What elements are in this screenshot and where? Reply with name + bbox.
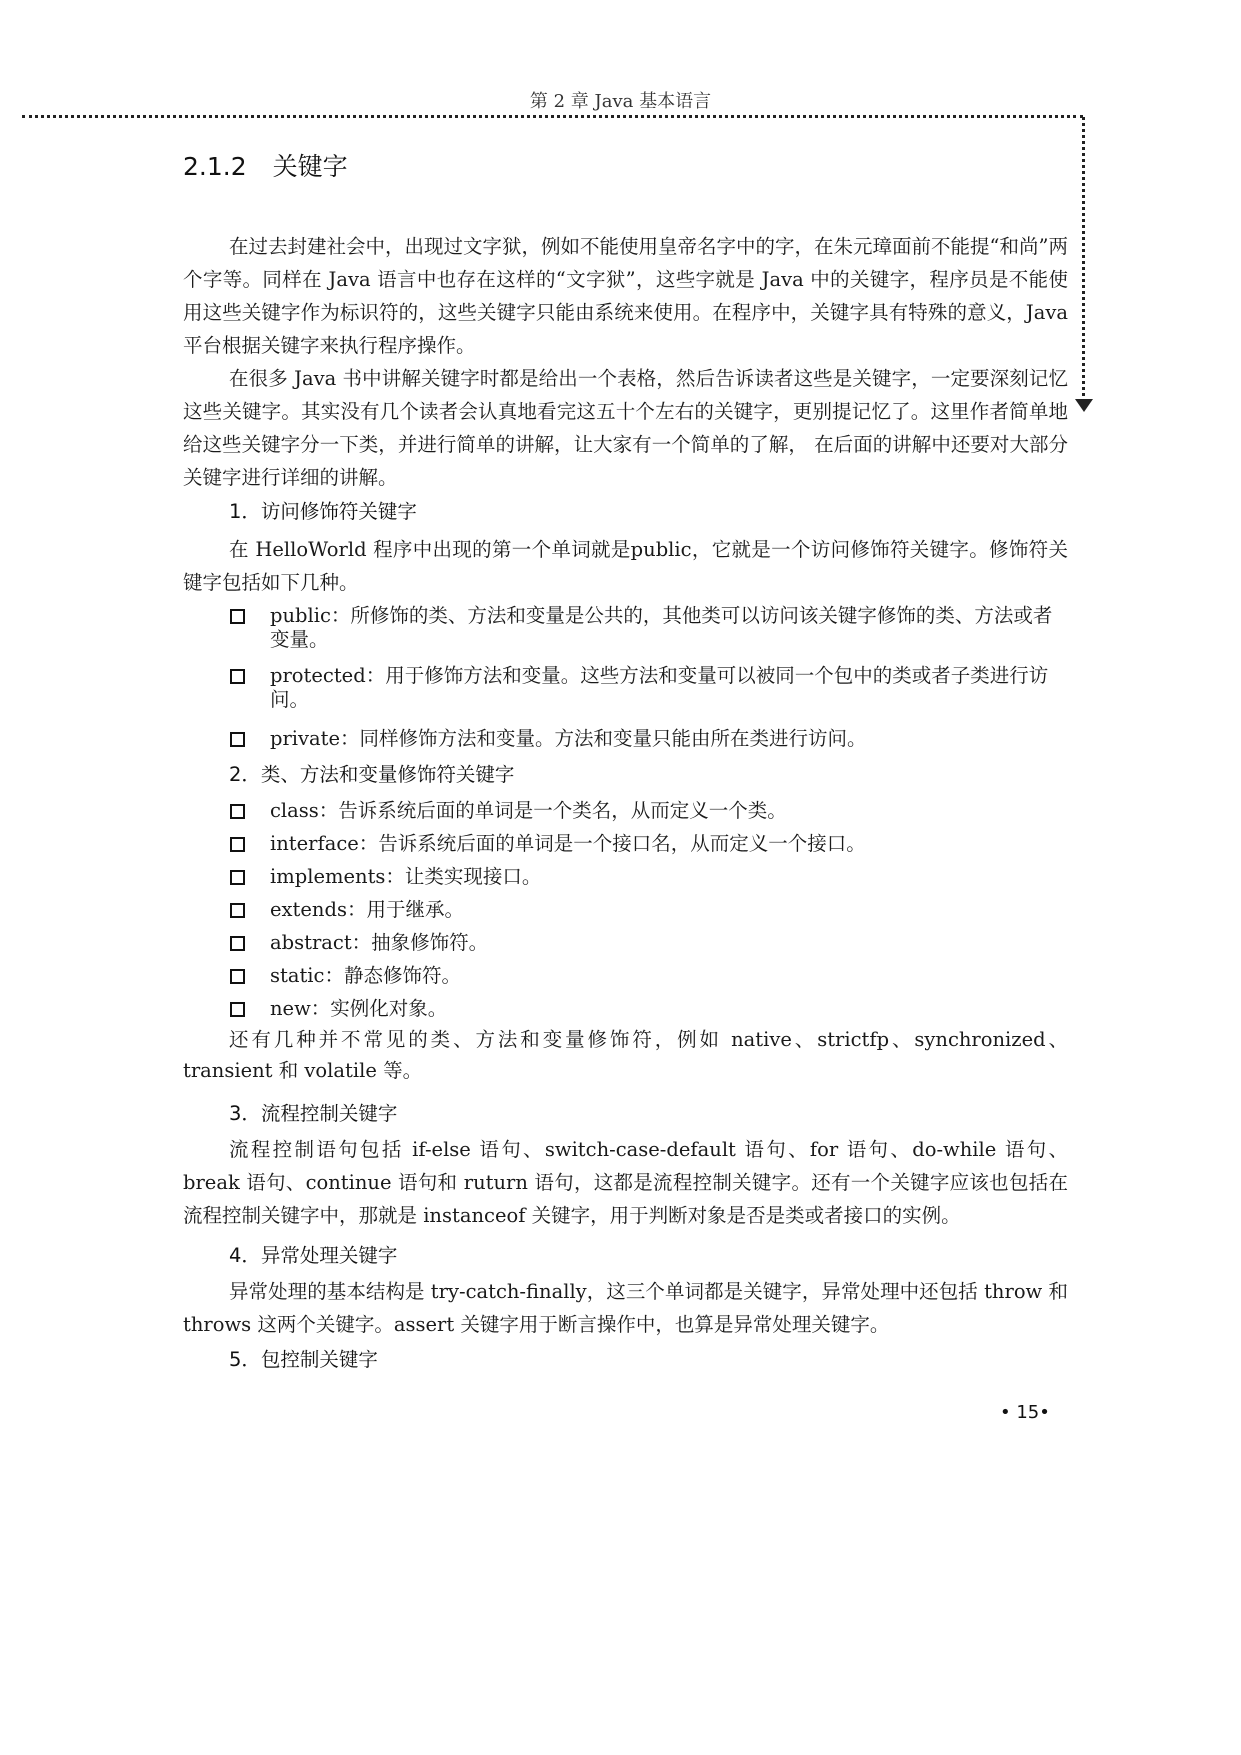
subheading-exception-handling: 4．异常处理关键字	[229, 1244, 398, 1267]
section-title-text: 关键字	[272, 152, 348, 181]
section-number: 2.1.2	[183, 152, 247, 181]
list-item-text: static：静态修饰符。	[270, 964, 461, 987]
subheading-access-modifiers: 1．访问修饰符关键字	[229, 500, 417, 523]
checkbox-square-icon	[230, 870, 245, 885]
checkbox-square-icon	[230, 969, 245, 984]
subheading-class-modifiers: 2．类、方法和变量修饰符关键字	[229, 763, 515, 786]
list-item	[230, 865, 1070, 889]
checkbox-square-icon	[230, 609, 245, 624]
list-item	[230, 604, 1070, 652]
other-modifiers-paragraph: 还有几种并不常见的类、方法和变量修饰符，例如 native、strictfp、synchronized、transient 和 volatile 等。	[183, 1028, 1068, 1082]
header-dotted-rule	[22, 115, 1083, 118]
page-number: • 15•	[1000, 1402, 1050, 1423]
list-item-text: private：同样修饰方法和变量。方法和变量只能由所在类进行访问。	[270, 727, 867, 750]
list-item	[230, 964, 1070, 988]
subheading-package-control: 5．包控制关键字	[229, 1348, 378, 1371]
list-item-text: public：所修饰的类、方法和变量是公共的，其他类可以访问该关键字修饰的类、方法或者变量。	[270, 604, 1053, 651]
list-item	[230, 832, 1070, 856]
list-item-text: implements：让类实现接口。	[270, 865, 542, 888]
checkbox-square-icon	[230, 804, 245, 819]
list-item-text: protected：用于修饰方法和变量。这些方法和变量可以被同一个包中的类或者子类进行访问。	[270, 664, 1049, 711]
list-item	[230, 997, 1070, 1021]
section-title	[183, 151, 348, 183]
intro-paragraph-2: 在很多 Java 书中讲解关键字时都是给出一个表格，然后告诉读者这些是关键字，一定要深刻记忆这些关键字。其实没有几个读者会认真地看完这五十个左右的关键字，更别提记忆了。这里作者简单地给这些关键字分一下类，并进行简单的讲解，让大家有一个简单的了解， 在后面的讲解中还要对大部分关键字进行详细的讲解。	[183, 367, 1068, 489]
checkbox-square-icon	[230, 1002, 245, 1017]
checkbox-square-icon	[230, 936, 245, 951]
list-item	[230, 727, 1070, 751]
margin-dotted-line	[1082, 117, 1085, 402]
list-item-text: new：实例化对象。	[270, 997, 448, 1020]
list-item-text: interface：告诉系统后面的单词是一个接口名，从而定义一个接口。	[270, 832, 866, 855]
list-item	[230, 931, 1070, 955]
list-item	[230, 799, 1070, 823]
list-item-text: class：告诉系统后面的单词是一个类名，从而定义一个类。	[270, 799, 787, 822]
list-item	[230, 898, 1070, 922]
checkbox-square-icon	[230, 837, 245, 852]
running-header: 第 2 章 Java 基本语言	[529, 91, 712, 112]
subheading-flow-control: 3．流程控制关键字	[229, 1102, 398, 1125]
list-item-text: extends：用于继承。	[270, 898, 464, 921]
intro-paragraph-1: 在过去封建社会中，出现过文字狱，例如不能使用皇帝名字中的字，在朱元璋面前不能提“和尚”两个字等。同样在 Java 语言中也存在这样的“文字狱”，这些字就是 Java 中的关键字，程序员是不能使用这些关键字作为标识符的，这些关键字只能由系统来使用。在程序中，关键字具有特殊的意义，Java 平台根据关键字来执行程序操作。	[183, 235, 1068, 357]
access-paragraph: 在 HelloWorld 程序中出现的第一个单词就是public，它就是一个访问修饰符关键字。修饰符关键字包括如下几种。	[183, 538, 1068, 594]
list-item-text: abstract：抽象修饰符。	[270, 931, 489, 954]
arrow-down-icon	[1075, 399, 1093, 412]
checkbox-square-icon	[230, 732, 245, 747]
checkbox-square-icon	[230, 669, 245, 684]
checkbox-square-icon	[230, 903, 245, 918]
list-item	[230, 664, 1070, 712]
exception-paragraph: 异常处理的基本结构是 try-catch-finally，这三个单词都是关键字，异常处理中还包括 throw 和 throws 这两个关键字。assert 关键字用于断言操作中，也算是异常处理关键字。	[183, 1280, 1068, 1336]
flow-control-paragraph: 流程控制语句包括 if-else 语句、switch-case-default 语句、for 语句、do-while 语句、break 语句、continue 语句和 ruturn 语句，这都是流程控制关键字。还有一个关键字应该也包括在流程控制关键字中，那就是 instanceof 关键字，用于判断对象是否是类或者接口的实例。	[183, 1138, 1068, 1227]
